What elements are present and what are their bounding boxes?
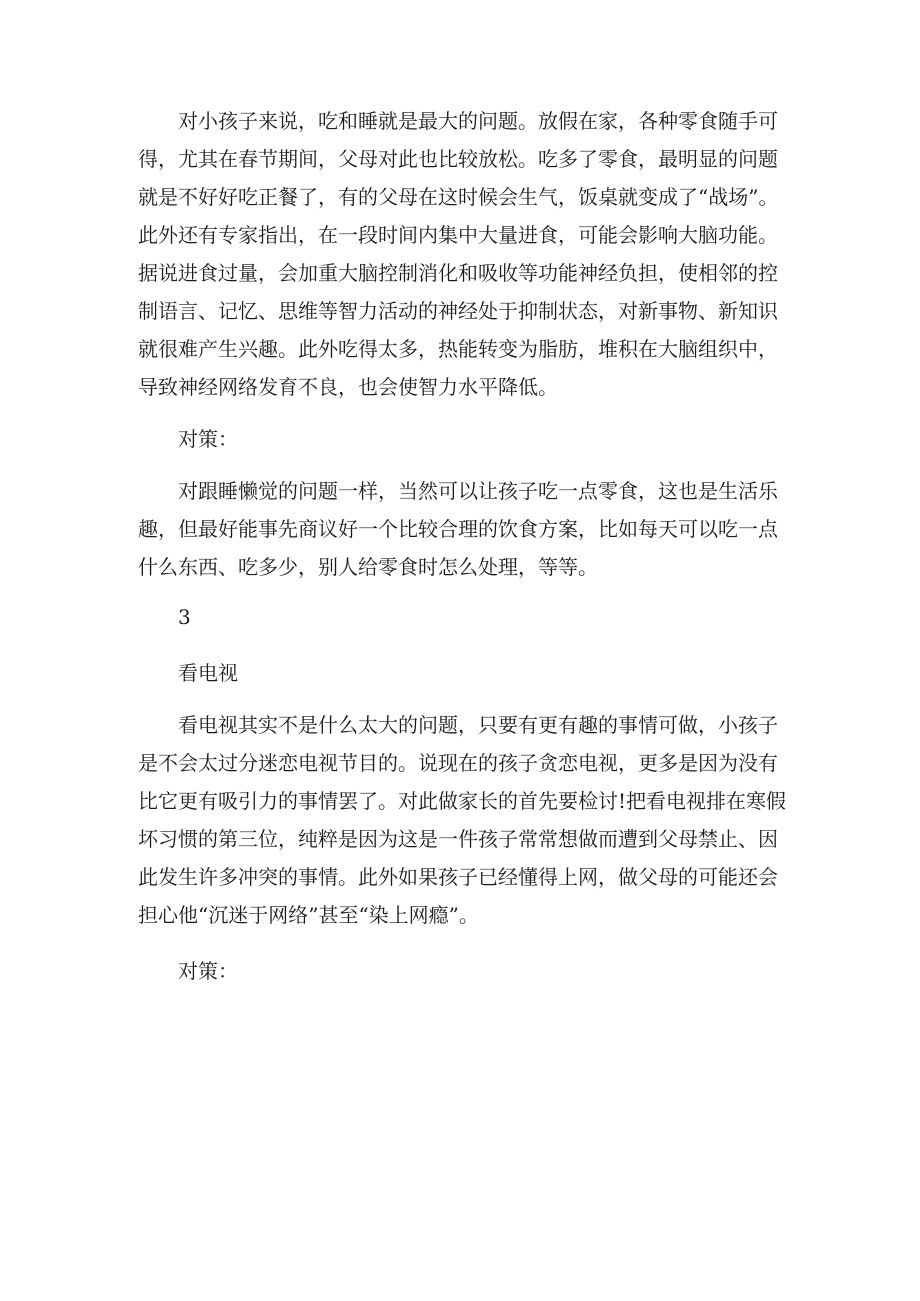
countermeasure-heading-2 — [138, 955, 802, 993]
paragraph-line: 导致神经网络发育不良，也会使智力水平降低。 — [138, 375, 558, 399]
paragraph-line: 看电视其实不是什么太大的问题，只要有更有趣的事情可做，小孩子 — [178, 713, 778, 737]
paragraph-line: 对跟睡懒觉的问题一样，当然可以让孩子吃一点零食，这也是生活乐 — [178, 479, 778, 503]
paragraph-line: 制语言、记忆、思维等智力活动的神经处于抑制状态，对新事物、新知识 — [138, 299, 778, 323]
document-page — [138, 105, 802, 993]
paragraph-line: 担心他“沉迷于网络”甚至“染上网瘾”。 — [138, 903, 479, 927]
paragraph-line: 坏习惯的第三位，纯粹是因为这是一件孩子常常想做而遭到父母禁止、因 — [138, 827, 778, 851]
section-title-text: 看电视 — [178, 661, 238, 685]
paragraph-snacks — [138, 105, 802, 409]
heading-label: 对策： — [178, 427, 238, 451]
paragraph-line: 此外还有专家指出，在一段时间内集中大量进食，可能会影响大脑功能。 — [138, 223, 778, 247]
heading-label: 对策： — [178, 959, 238, 983]
paragraph-line: 据说进食过量，会加重大脑控制消化和吸收等功能神经负担，使相邻的控 — [138, 261, 778, 285]
section-number — [138, 605, 802, 643]
paragraph-line: 是不会太过分迷恋电视节目的。说现在的孩子贪恋电视，更多是因为没有 — [138, 751, 778, 775]
countermeasure-heading-1 — [138, 423, 802, 461]
paragraph-line: 什么东西、吃多少，别人给零食时怎么处理，等等。 — [138, 555, 598, 579]
paragraph-line: 比它更有吸引力的事情罢了。对此做家长的首先要检讨!把看电视排在寒假 — [138, 789, 787, 813]
paragraph-line: 趣，但最好能事先商议好一个比较合理的饮食方案，比如每天可以吃一点 — [138, 517, 778, 541]
paragraph-line: 得，尤其在春节期间，父母对此也比较放松。吃多了零食，最明显的问题 — [138, 147, 778, 171]
paragraph-line: 就很难产生兴趣。此外吃得太多，热能转变为脂肪，堆积在大脑组织中， — [138, 337, 778, 361]
section-number-text: 3 — [178, 605, 191, 629]
paragraph-snack-plan — [138, 475, 802, 589]
section-title — [138, 657, 802, 695]
paragraph-tv — [138, 709, 802, 937]
paragraph-line: 对小孩子来说，吃和睡就是最大的问题。放假在家，各种零食随手可 — [178, 109, 778, 133]
paragraph-line: 就是不好好吃正餐了，有的父母在这时候会生气，饭桌就变成了“战场”。 — [138, 185, 779, 209]
paragraph-line: 此发生许多冲突的事情。此外如果孩子已经懂得上网，做父母的可能还会 — [138, 865, 778, 889]
